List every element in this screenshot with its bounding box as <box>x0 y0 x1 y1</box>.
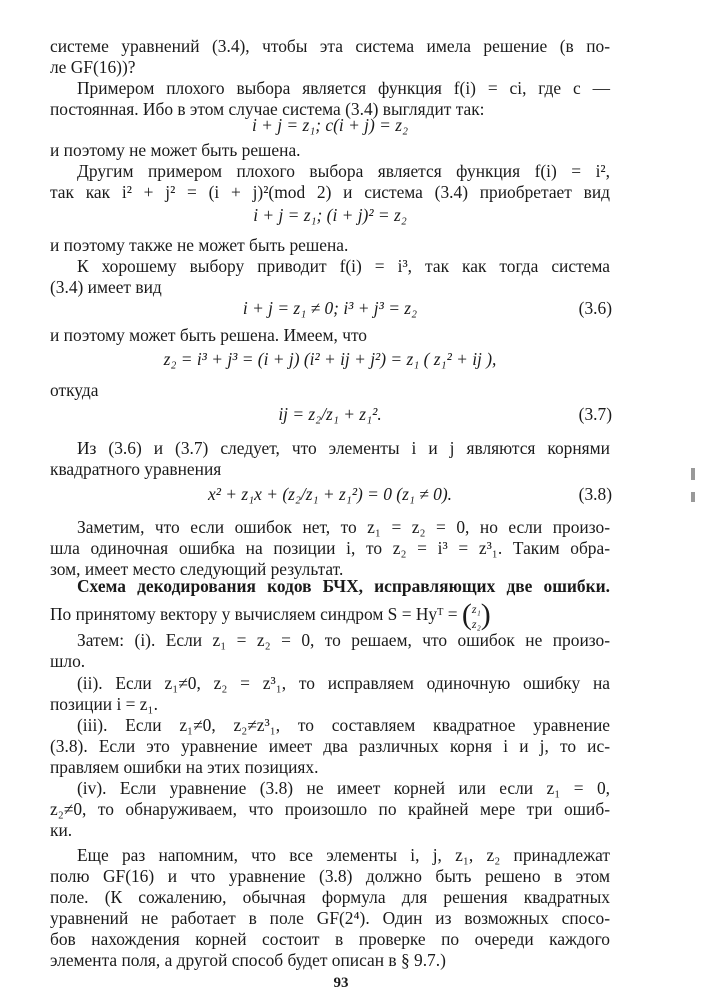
text-line: и поэтому может быть решена. Имеем, что <box>50 325 368 345</box>
text-line: ки. <box>50 820 73 840</box>
text-line: позиции i = z₁. <box>50 694 158 714</box>
text-line: К хорошему выбору приводит f(i) = i³, так как тогда система <box>77 256 610 276</box>
equation: i + j = z₁; c(i + j) = z₂ <box>251 115 409 135</box>
syndrome-vector: (z₁ z₂) <box>461 598 491 632</box>
text-line: Примером плохого выбора является функция f(i) = ci, где c — <box>77 78 610 98</box>
text-line: так как i² + j² = (i + j)²(mod 2) и система (3.4) приобретает вид <box>50 182 610 202</box>
text-line: откуда <box>50 380 99 400</box>
text-line: зом, имеет место следующий результат. <box>50 559 344 579</box>
equation: i + j = z₁; (i + j)² = z₂ <box>253 205 407 225</box>
equation-number: (3.7) <box>578 404 612 424</box>
text-line: (ii). Если z₁≠0, z₂ = z³₁, то исправляем одиночную ошибку на <box>77 673 610 693</box>
text-line: поле. (К сожалению, обычная формула для решения квадратных <box>50 887 610 907</box>
text-line: Из (3.6) и (3.7) следует, что элементы i и j являются корнями <box>77 438 610 458</box>
text-line: и поэтому не может быть решена. <box>50 140 301 160</box>
syndrome-text: По принятому вектору y вычисляем синдром S = Hyᵀ = <box>50 604 458 625</box>
section-heading: Схема декодирования кодов БЧХ, исправляющих две ошибки. <box>77 576 610 596</box>
text-line: (3.8). Если это уравнение имеет два различных корня i и j, то ис- <box>50 736 610 756</box>
text-line: z₂≠0, то обнаруживаем, что произошло по крайней мере три ошиб- <box>50 799 610 819</box>
text-line: системе уравнений (3.4), чтобы эта система имела решение (в по- <box>50 36 610 56</box>
text-line: (iv). Если уравнение (3.8) не имеет корней или если z₁ = 0, <box>77 778 610 798</box>
text-line: шла одиночная ошибка на позиции i, то z₂ = i³ = z³₁. Таким обра- <box>50 538 610 558</box>
equation: x² + z₁x + (z₂/z₁ + z₁²) = 0 (z₁ ≠ 0). <box>208 484 452 504</box>
text-line: Затем: (i). Если z₁ = z₂ = 0, то решаем, что ошибок не произо- <box>77 630 610 650</box>
text-line: (3.4) имеет вид <box>50 277 162 297</box>
text-line: Другим примером плохого выбора является функция f(i) = i², <box>77 161 610 181</box>
equation-number: (3.6) <box>578 298 612 318</box>
scan-mark <box>691 492 695 502</box>
text-line: ле GF(16))? <box>50 57 136 77</box>
vector-entry: z₁ <box>471 602 481 617</box>
text-line: и поэтому также не может быть решена. <box>50 235 349 255</box>
text-line: Заметим, что если ошибок нет, то z₁ = z₂ = 0, но если произо- <box>77 517 610 537</box>
page-number: 93 <box>333 975 349 991</box>
text-line: шло. <box>50 651 86 671</box>
vector-entry: z₂ <box>471 617 481 632</box>
equation-number: (3.8) <box>578 484 612 504</box>
equation: z₂ = i³ + j³ = (i + j) (i² + ij + j²) = z₁ ( z₁² + ij ), <box>163 349 497 369</box>
equation: i + j = z₁ ≠ 0; i³ + j³ = z₂ <box>242 298 418 318</box>
text-line: бов нахождения корней состоит в проверке по очереди каждого <box>50 929 610 949</box>
equation: ij = z₂/z₁ + z₁². <box>278 404 382 424</box>
scan-mark <box>691 468 695 480</box>
text-line: полю GF(16) и что уравнение (3.8) должно быть решено в этом <box>50 866 610 886</box>
text-line: постоянная. Ибо в этом случае система (3.4) выглядит так: <box>50 99 485 119</box>
text-line: правляем ошибки на этих позициях. <box>50 757 319 777</box>
text-line: квадратного уравнения <box>50 459 222 479</box>
text-line: Еще раз напомним, что все элементы i, j, z₁, z₂ принадлежат <box>77 845 610 865</box>
text-line: уравнений не работает в поле GF(2⁴). Один из возможных спосо- <box>50 908 610 928</box>
text-line: элемента поля, а другой способ будет описан в § 9.7.) <box>50 950 446 970</box>
text-line: (iii). Если z₁≠0, z₂≠z³₁, то составляем квадратное уравнение <box>77 715 610 735</box>
text-line <box>50 600 610 632</box>
